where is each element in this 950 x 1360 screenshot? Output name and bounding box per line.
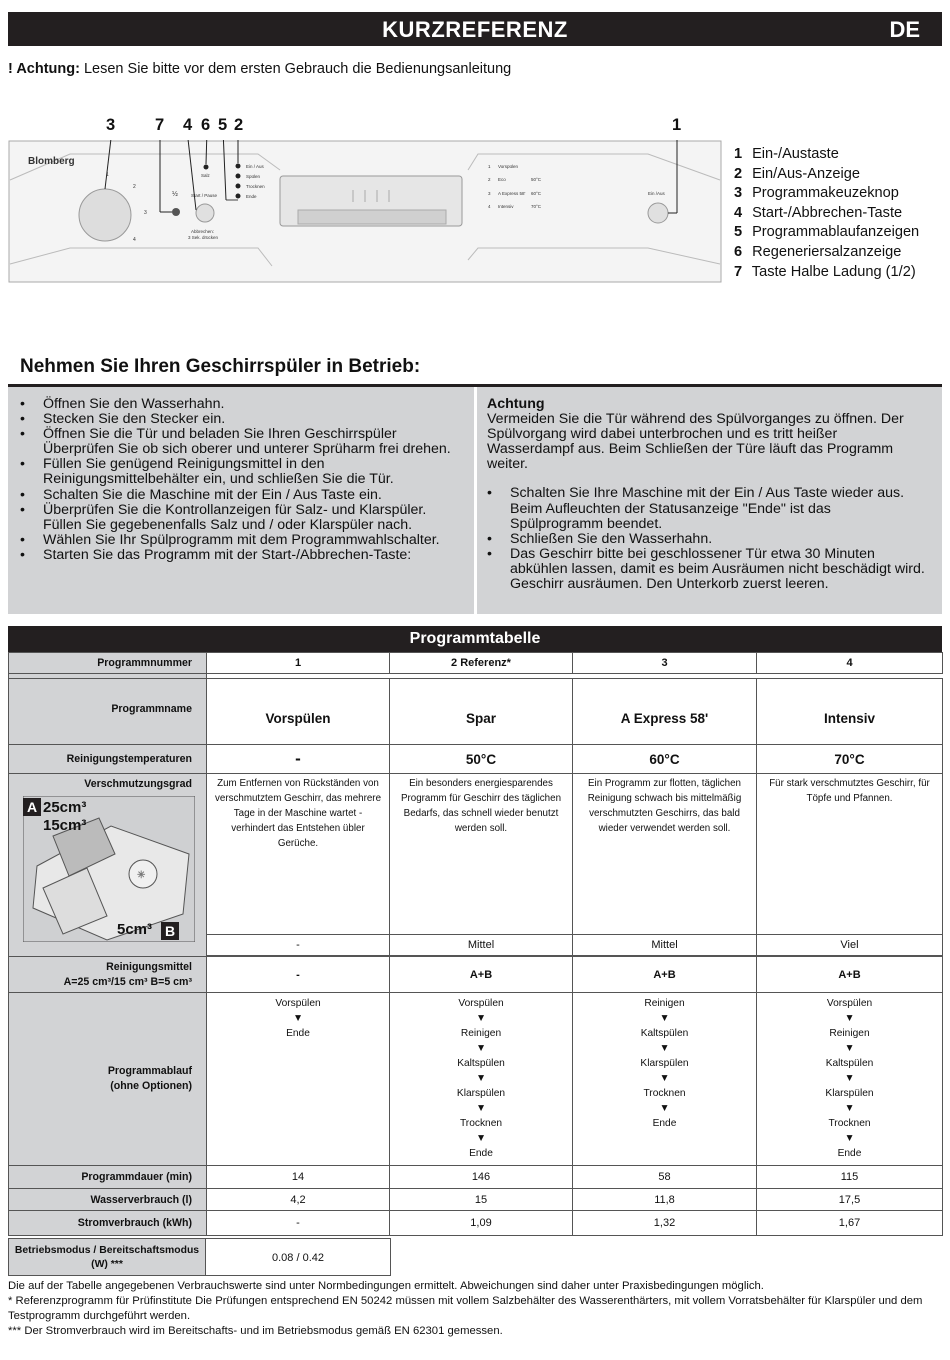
svg-text:Vorspülen: Vorspülen <box>498 164 519 169</box>
svg-text:60°C: 60°C <box>531 191 542 196</box>
list-item: • Stecken Sie den Stecker ein. <box>20 411 226 428</box>
callout-5: 5 <box>218 116 228 134</box>
table-row: Reinigungstemperaturen - 50°C 60°C 70°C <box>9 745 943 774</box>
svg-text:25cm³: 25cm³ <box>43 799 87 816</box>
flow-step: Ende <box>469 1148 493 1159</box>
flow-step: Vorspülen <box>826 998 873 1009</box>
arrow-down-icon: ▼ <box>292 1013 304 1024</box>
flow-cell <box>573 993 757 1166</box>
svg-text:2: 2 <box>133 184 136 190</box>
list-item: • Überprüfen Sie die Kontrollanzeigen für Salz- und Klarspüler. Füllen Sie gegebenenfalls Salz und / oder Klarspüler nach. <box>20 501 427 533</box>
svg-text:50°C: 50°C <box>531 177 542 182</box>
svg-text:Salz: Salz <box>201 173 210 178</box>
standby-value: 0.08 / 0.42 <box>205 1238 391 1276</box>
svg-text:Ende: Ende <box>246 194 257 199</box>
brand-logo: Blomberg <box>28 156 75 167</box>
column-divider <box>474 387 477 614</box>
flow-step: Trocknen <box>828 1118 871 1129</box>
flow-step: Trocknen <box>459 1118 503 1129</box>
flow-step: Reinigen <box>460 1028 502 1039</box>
callout-3: 3 <box>106 116 116 134</box>
warning-line <box>8 61 511 77</box>
flow-step: Ende <box>286 1028 310 1039</box>
svg-text:Abbrechen:: Abbrechen: <box>191 229 215 234</box>
footnote: *** Der Stromverbrauch wird im Bereitschafts- und im Betriebsmodus gemäß EN 62301 gemessen. <box>8 1325 503 1337</box>
control-panel-illustration <box>8 140 722 283</box>
svg-text:2: 2 <box>488 177 491 182</box>
arrow-down-icon: ▼ <box>475 1073 487 1084</box>
list-item: • Schalten Sie die Maschine mit der Ein / Aus Taste ein. <box>20 486 382 503</box>
start-button <box>196 204 214 222</box>
startup-steps <box>20 397 460 563</box>
flow-step: Vorspülen <box>275 998 321 1009</box>
list-item: • Füllen Sie genügend Reinigungsmittel in den Reinigungsmittelbehälter ein, und schließen Sie die Tür. <box>20 456 394 488</box>
flow-step: Klarspülen <box>456 1088 506 1099</box>
arrow-down-icon: ▼ <box>659 1043 670 1054</box>
svg-text:Trocknen: Trocknen <box>246 184 265 189</box>
svg-text:3 Sek. drücken: 3 Sek. drücken <box>188 235 219 240</box>
salt-led <box>204 165 209 170</box>
arrow-down-icon: ▼ <box>844 1013 855 1024</box>
arrow-down-icon: ▼ <box>475 1133 487 1144</box>
flow-step: Kaltspülen <box>640 1028 689 1039</box>
flow-step: Reinigen <box>644 998 685 1009</box>
table-row: Programmdauer (min) 14 146 58 115 <box>9 1166 943 1189</box>
flow-step: Reinigen <box>829 1028 870 1039</box>
panel-legend <box>734 145 919 282</box>
svg-text:✳: ✳ <box>137 870 146 881</box>
arrow-down-icon: ▼ <box>475 1043 487 1054</box>
list-item: • Das Geschirr bitte bei geschlossener Tür etwa 30 Minuten abkühlen lassen, damit es beim Ausräumen nicht beschädigt wird. Geschirr ausräumen. Den Unterkorb zuerst leeren. <box>487 545 925 593</box>
arrow-down-icon: ▼ <box>844 1043 855 1054</box>
program-table-section <box>8 626 942 1236</box>
flow-cell <box>390 993 573 1166</box>
list-item: • Starten Sie das Programm mit der Start-/Abbrechen-Taste: <box>20 546 412 563</box>
detergent-dispenser-illustration <box>23 796 195 942</box>
svg-text:5cm³: 5cm³ <box>117 921 153 938</box>
startup-box <box>8 384 942 614</box>
program-knob <box>79 189 131 241</box>
table-row: Verschmutzungsgrad ✳ A 25cm³ 15cm³ 5cm³ B Zum Entfernen von Rückständen von verschmutztem Geschirr, das mehrere Tage in der Maschine wartet - verhindert das Entstehen übler Gerüche. Ein besonders energiesparendes Programm für Geschirr des täglichen Bedarfs, das schnell wieder benutzt werden soll. Ein Programm zur flotten, täglichen Reinigung schwach bis mittelmäßig verschmutzten Geschirrs, das bald wieder verwendet werden soll. Für stark verschmutztes Geschirr, für Töpfe und Pfannen. <box>9 774 943 935</box>
table-row: Programmablauf (ohne Optionen) Vorspülen ▼ Ende Vorspülen ▼ Reinigen ▼ Kaltspülen ▼ Klarspülen ▼ Trocknen ▼ Ende Reinigen ▼ Kaltspülen ▼ Klarspülen ▼ Trocknen ▼ Ende Vorspülen ▼ Reinigen ▼ Kaltspülen ▼ Klarspülen ▼ Trocknen ▼ Ende <box>9 993 943 1166</box>
svg-text:Intensiv: Intensiv <box>498 204 514 209</box>
arrow-down-icon: ▼ <box>844 1073 855 1084</box>
svg-text:1: 1 <box>106 172 109 178</box>
svg-text:3: 3 <box>488 191 491 196</box>
arrow-down-icon: ▼ <box>659 1073 670 1084</box>
callout-6: 6 <box>201 116 211 134</box>
startup-title: Nehmen Sie Ihren Geschirrspüler in Betrieb: <box>20 356 421 377</box>
flow-step: Klarspülen <box>825 1088 874 1099</box>
page-title: KURZREFERENZ <box>382 17 568 42</box>
legend-item: 4 Start-/Abbrechen-Taste <box>734 204 903 221</box>
table-row: Reinigungsmittel A=25 cm³/15 cm³ B=5 cm³ - A+B A+B A+B <box>9 957 943 993</box>
svg-text:70°C: 70°C <box>531 204 542 209</box>
callout-1: 1 <box>672 116 682 134</box>
standby-row <box>8 1238 391 1276</box>
list-item: • Öffnen Sie die Tür und beladen Sie Ihren Geschirrspüler Überprüfen Sie ob sich oberer und unterer Sprüharm frei drehen. <box>20 426 451 458</box>
caution-heading: Achtung <box>487 396 545 412</box>
list-item: • Öffnen Sie den Wasserhahn. <box>20 396 225 412</box>
legend-item: 1 Ein-/Austaste <box>734 146 839 162</box>
svg-text:4: 4 <box>133 237 136 243</box>
table-row: - Mittel Mittel Viel <box>9 935 943 956</box>
svg-text:Eco: Eco <box>498 177 506 182</box>
svg-text:A Express 58': A Express 58' <box>498 191 526 196</box>
arrow-down-icon: ▼ <box>475 1013 487 1024</box>
table-caption: Programmtabelle <box>8 626 942 652</box>
legend-item: 5 Programmablaufanzeigen <box>734 224 920 241</box>
led-power <box>236 164 241 169</box>
svg-text:Start / Pause: Start / Pause <box>191 193 218 198</box>
flow-cell <box>207 993 390 1166</box>
flow-step: Ende <box>837 1148 862 1159</box>
callout-2: 2 <box>234 116 244 134</box>
flow-step: Kaltspülen <box>457 1058 505 1069</box>
table-row: Programmnummer 1 2 Referenz* 3 4 <box>9 653 943 674</box>
dispenser-b-label: B <box>165 923 176 939</box>
arrow-down-icon: ▼ <box>844 1133 855 1144</box>
svg-text:3: 3 <box>144 210 147 216</box>
footnote: * Referenzprogramm für Prüfinstitute Die Prüfungen entsprechend EN 50242 müssen mit vollem Salzbehälter des Wasserenthärters, mit vollem Vorratsbehälter für Klarspüler und dem Testprogramm durchgeführt werden. <box>8 1295 923 1322</box>
table-row: Wasserverbrauch (l) 4,2 15 11,8 17,5 <box>9 1189 943 1211</box>
svg-text:1: 1 <box>488 164 491 169</box>
legend-item: 6 Regeneriersalzanzeige <box>734 243 902 260</box>
program-table <box>8 652 943 1236</box>
flow-step: Ende <box>652 1118 677 1129</box>
dispenser-a-label: A <box>27 799 38 815</box>
svg-text:15cm³: 15cm³ <box>43 817 87 834</box>
flow-step: Klarspülen <box>640 1058 689 1069</box>
arrow-down-icon: ▼ <box>659 1013 670 1024</box>
half-load-button <box>172 208 180 216</box>
svg-text:½: ½ <box>172 191 178 198</box>
callout-7: 7 <box>155 116 165 134</box>
caution-text: Vermeiden Sie die Tür während des Spülvorganges zu öffnen. Der Spülvorgang wird dabei unterbrochen und es tritt heißer Wasserdampf aus. Beim Schließen der Türe läuft das Programm weiter. <box>487 411 904 473</box>
led-wash <box>236 174 241 179</box>
svg-text:Ein / Aus: Ein / Aus <box>246 164 264 169</box>
led-end <box>236 194 241 199</box>
flow-step: Vorspülen <box>458 998 504 1009</box>
warning-text: Lesen Sie bitte vor dem ersten Gebrauch die Bedienungsanleitung <box>79 61 512 77</box>
footnote: Die auf der Tabelle angegebenen Verbrauchswerte sind unter Normbedingungen ermittelt. Abweichungen sind daher unter Praxisbedingungen möglich. <box>8 1280 764 1292</box>
flow-step: Trocknen <box>643 1088 686 1099</box>
callout-4: 4 <box>183 116 193 134</box>
list-item: • Schließen Sie den Wasserhahn. <box>487 530 713 547</box>
caution-column <box>487 397 927 592</box>
page-header <box>8 12 942 46</box>
arrow-down-icon: ▼ <box>475 1103 487 1114</box>
list-item: • Schalten Sie Ihre Maschine mit der Ein / Aus Taste wieder aus. Beim Aufleuchten der Statusanzeige "Ende" ist das Spülprogramm beendet. <box>487 485 905 532</box>
legend-item: 3 Programmakeuzeknop <box>734 185 899 202</box>
table-row: Programmname Vorspülen Spar A Express 58' Intensiv <box>9 679 943 745</box>
footnotes <box>8 1279 942 1339</box>
table-row: Stromverbrauch (kWh) - 1,09 1,32 1,67 <box>9 1211 943 1236</box>
legend-item: 7 Taste Halbe Ladung (1/2) <box>734 263 916 280</box>
soil-label: Verschmutzungsgrad <box>84 778 192 790</box>
warning-prefix: ! Achtung: <box>8 61 80 77</box>
language-code: DE <box>889 17 920 42</box>
power-button <box>648 203 668 223</box>
svg-text:Ein /Aus: Ein /Aus <box>648 191 665 196</box>
arrow-down-icon: ▼ <box>844 1103 855 1114</box>
led-dry <box>236 184 241 189</box>
svg-text:Spülen: Spülen <box>246 174 261 179</box>
arrow-down-icon: ▼ <box>659 1103 670 1114</box>
flow-cell <box>757 993 943 1166</box>
standby-label: Betriebsmodus / Bereitschaftsmodus (W) *** <box>8 1238 206 1276</box>
list-item: • Wählen Sie Ihr Spülprogramm mit dem Programmwahlschalter. <box>20 531 440 548</box>
legend-item: 2 Ein/Aus-Anzeige <box>734 165 860 182</box>
svg-text:4: 4 <box>488 204 491 209</box>
flow-step: Kaltspülen <box>825 1058 874 1069</box>
